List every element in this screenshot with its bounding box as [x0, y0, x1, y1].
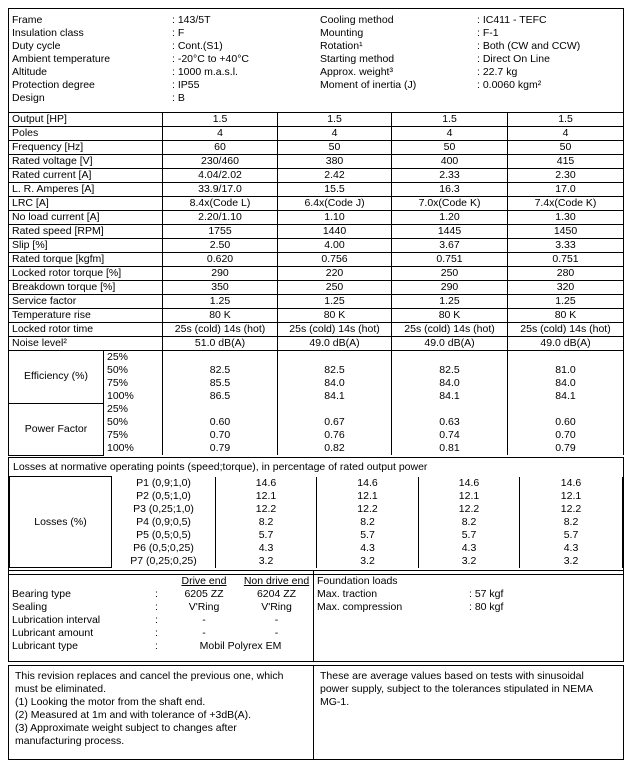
losses-point: P2 (0,5;1,0) — [112, 490, 216, 503]
bearings-label: Lubrication interval — [12, 614, 101, 626]
performance-label: Frequency [Hz] — [9, 141, 163, 155]
performance-value: 1.25 — [278, 295, 392, 309]
foundation-title: Foundation loads — [317, 575, 398, 587]
performance-label: Locked rotor torque [%] — [9, 267, 163, 281]
general-label: Cooling method — [320, 14, 394, 26]
performance-table-wrap — [8, 112, 624, 456]
load-value: 82.5 — [392, 364, 508, 377]
losses-value: 12.1 — [419, 490, 520, 503]
performance-value: 220 — [278, 267, 392, 281]
performance-value: 1.30 — [508, 211, 624, 225]
performance-value: 49.0 dB(A) — [508, 337, 624, 351]
performance-value: 17.0 — [508, 183, 624, 197]
general-label: Design — [12, 92, 45, 104]
performance-value: 4 — [508, 127, 624, 141]
foundation-title-row — [314, 575, 623, 588]
general-value: : B — [172, 92, 185, 104]
load-label: 100% — [104, 442, 163, 455]
performance-value: 0.756 — [278, 253, 392, 267]
general-label: Mounting — [320, 27, 364, 39]
bearings-header-row — [9, 575, 313, 588]
performance-value: 51.0 dB(A) — [163, 337, 278, 351]
bearings-box — [8, 570, 314, 662]
losses-value: 4.3 — [317, 542, 419, 555]
losses-value: 14.6 — [419, 477, 520, 490]
efficiency-row — [9, 351, 624, 365]
performance-value: 350 — [163, 281, 278, 295]
losses-value: 3.2 — [419, 555, 520, 568]
general-label: Rotation¹ — [320, 40, 363, 52]
performance-value: 80 K — [278, 309, 392, 323]
general-label: Approx. weight³ — [320, 66, 393, 78]
load-value: 0.70 — [508, 429, 624, 442]
performance-value: 400 — [392, 155, 508, 169]
load-label: 100% — [104, 390, 163, 403]
general-data-table — [9, 14, 623, 105]
load-value: 86.5 — [163, 390, 278, 403]
losses-point: P1 (0,9;1,0) — [112, 477, 216, 490]
bearing-drive-end-value: Mobil Polyrex EM — [199, 640, 282, 652]
load-value: 0.76 — [278, 429, 392, 442]
performance-row — [9, 155, 624, 169]
notes-right-box — [313, 665, 624, 760]
performance-value: 50 — [508, 141, 624, 155]
load-value — [508, 403, 624, 416]
foundation-value: : 57 kgf — [469, 588, 504, 600]
load-value: 82.5 — [278, 364, 392, 377]
general-value — [474, 92, 623, 105]
bearings-label: Lubricant type — [12, 640, 78, 652]
performance-label: Temperature rise — [9, 309, 163, 323]
losses-value: 3.2 — [216, 555, 317, 568]
general-label: Protection degree — [12, 79, 95, 91]
bearings-colon: : — [155, 601, 158, 613]
bearings-colon: : — [155, 588, 158, 600]
performance-row — [9, 211, 624, 225]
losses-title: Losses at normative operating points (speed;torque), in percentage of rated output power — [13, 461, 428, 473]
load-value: 84.1 — [508, 390, 624, 403]
performance-value: 250 — [278, 281, 392, 295]
performance-value: 50 — [392, 141, 508, 155]
performance-value: 49.0 dB(A) — [392, 337, 508, 351]
general-label: Moment of inertia (J) — [320, 79, 417, 91]
performance-value: 380 — [278, 155, 392, 169]
performance-value: 3.33 — [508, 239, 624, 253]
losses-value: 5.7 — [520, 529, 623, 542]
performance-value: 1450 — [508, 225, 624, 239]
load-value: 0.74 — [392, 429, 508, 442]
general-value: : F — [172, 27, 185, 39]
performance-value: 7.4x(Code K) — [508, 197, 624, 211]
bearings-colon: : — [155, 614, 158, 626]
load-value: 0.79 — [508, 442, 624, 455]
general-label: Ambient temperature — [12, 53, 111, 65]
performance-value: 33.9/17.0 — [163, 183, 278, 197]
load-value: 0.67 — [278, 416, 392, 429]
performance-value: 25s (cold) 14s (hot) — [163, 323, 278, 337]
load-label: 75% — [104, 377, 163, 390]
bearing-non-drive-end-value: - — [274, 614, 279, 626]
general-label: Frame — [12, 14, 43, 26]
performance-value: 2.42 — [278, 169, 392, 183]
power-factor-label: Power Factor — [9, 403, 104, 455]
performance-value: 80 K — [163, 309, 278, 323]
load-value: 84.0 — [278, 377, 392, 390]
performance-row — [9, 309, 624, 323]
general-value: : IC411 - TEFC — [477, 14, 547, 26]
losses-value: 12.1 — [317, 490, 419, 503]
bearings-label: Sealing — [12, 601, 48, 613]
performance-value: 1.25 — [508, 295, 624, 309]
performance-row — [9, 225, 624, 239]
performance-value: 1445 — [392, 225, 508, 239]
general-row — [9, 79, 623, 92]
note-line: must be eliminated. — [15, 683, 107, 695]
performance-value: 250 — [392, 267, 508, 281]
losses-value: 12.2 — [317, 503, 419, 516]
note-line: power supply, subject to the tolerances stipulated in NEMA — [320, 683, 593, 695]
performance-row — [9, 295, 624, 309]
datasheet — [8, 8, 624, 760]
load-label: 75% — [104, 429, 163, 442]
load-value: 0.79 — [163, 442, 278, 455]
losses-value: 5.7 — [419, 529, 520, 542]
load-label: 25% — [104, 403, 163, 416]
bearings-row — [9, 640, 313, 653]
performance-value: 280 — [508, 267, 624, 281]
performance-value: 290 — [163, 267, 278, 281]
general-value: : 143/5T — [172, 14, 211, 26]
performance-value: 4 — [163, 127, 278, 141]
load-label: 25% — [104, 351, 163, 365]
losses-value: 8.2 — [317, 516, 419, 529]
losses-value: 8.2 — [419, 516, 520, 529]
losses-point: P6 (0,5;0,25) — [112, 542, 216, 555]
notes-left-box — [8, 665, 314, 760]
losses-value: 12.2 — [216, 503, 317, 516]
performance-row — [9, 197, 624, 211]
load-value: 84.0 — [392, 377, 508, 390]
load-value — [392, 351, 508, 365]
losses-value: 12.1 — [520, 490, 623, 503]
note-line: (1) Looking the motor from the shaft end. — [15, 696, 206, 708]
load-value — [278, 351, 392, 365]
performance-label: L. R. Amperes [A] — [9, 183, 163, 197]
bearings-table — [9, 575, 313, 653]
performance-label: Breakdown torque [%] — [9, 281, 163, 295]
drive-end-header: Drive end — [181, 575, 227, 587]
note-line: This revision replaces and cancel the previous one, which — [15, 670, 284, 682]
performance-label: No load current [A] — [9, 211, 163, 225]
performance-value: 3.67 — [392, 239, 508, 253]
load-value: 85.5 — [163, 377, 278, 390]
load-value: 81.0 — [508, 364, 624, 377]
performance-value: 230/460 — [163, 155, 278, 169]
note-line: (3) Approximate weight subject to changes after — [15, 722, 237, 734]
losses-value: 8.2 — [216, 516, 317, 529]
losses-point: P5 (0,5;0,5) — [112, 529, 216, 542]
foundation-table — [314, 575, 623, 614]
performance-value: 320 — [508, 281, 624, 295]
performance-label: Poles — [9, 127, 163, 141]
bearing-drive-end-value: - — [202, 627, 206, 639]
note-line: These are average values based on tests with sinusoidal — [320, 670, 584, 682]
bearing-drive-end-value: V'Ring — [188, 601, 220, 613]
general-row — [9, 14, 623, 27]
performance-label: Noise level² — [9, 337, 163, 351]
general-data-box — [8, 8, 624, 113]
foundation-label: Max. compression — [317, 601, 403, 613]
performance-value: 1.5 — [392, 113, 508, 127]
performance-value: 15.5 — [278, 183, 392, 197]
losses-value: 5.7 — [216, 529, 317, 542]
load-value: 82.5 — [163, 364, 278, 377]
load-value: 0.81 — [392, 442, 508, 455]
foundation-row — [314, 601, 623, 614]
bearings-row — [9, 627, 313, 640]
general-row — [9, 27, 623, 40]
losses-value: 14.6 — [216, 477, 317, 490]
load-value — [508, 351, 624, 365]
general-row — [9, 66, 623, 79]
performance-value: 1.5 — [163, 113, 278, 127]
load-value — [163, 403, 278, 416]
general-label — [317, 92, 474, 105]
performance-label: Rated voltage [V] — [9, 155, 163, 169]
bearings-spacer — [9, 575, 152, 588]
general-value: : -20°C to +40°C — [172, 53, 249, 65]
bearing-drive-end-value: - — [202, 614, 206, 626]
performance-value: 4.04/2.02 — [163, 169, 278, 183]
losses-value: 4.3 — [520, 542, 623, 555]
performance-label: Service factor — [9, 295, 163, 309]
performance-label: Rated current [A] — [9, 169, 163, 183]
losses-value: 5.7 — [317, 529, 419, 542]
losses-value: 3.2 — [520, 555, 623, 568]
performance-value: 0.751 — [508, 253, 624, 267]
performance-value: 7.0x(Code K) — [392, 197, 508, 211]
bearings-colon: : — [155, 627, 158, 639]
load-value — [278, 403, 392, 416]
performance-value: 2.30 — [508, 169, 624, 183]
performance-value: 6.4x(Code J) — [278, 197, 392, 211]
performance-row — [9, 169, 624, 183]
performance-value: 49.0 dB(A) — [278, 337, 392, 351]
losses-box — [8, 457, 624, 575]
general-row — [9, 92, 623, 105]
bearing-non-drive-end-value: V'Ring — [261, 601, 292, 613]
performance-value: 25s (cold) 14s (hot) — [392, 323, 508, 337]
bearings-colon: : — [155, 640, 158, 652]
general-label: Duty cycle — [12, 40, 61, 52]
performance-value: 1.20 — [392, 211, 508, 225]
losses-value: 3.2 — [317, 555, 419, 568]
foundation-label: Max. traction — [317, 588, 378, 600]
load-value: 0.63 — [392, 416, 508, 429]
performance-value: 2.33 — [392, 169, 508, 183]
note-line: manufacturing process. — [15, 735, 125, 747]
general-value: : 1000 m.a.s.l. — [172, 66, 238, 78]
performance-value: 1755 — [163, 225, 278, 239]
performance-value: 4.00 — [278, 239, 392, 253]
losses-value: 4.3 — [419, 542, 520, 555]
bearing-non-drive-end-value: - — [274, 627, 279, 639]
efficiency-label: Efficiency (%) — [9, 351, 104, 404]
general-value: : Direct On Line — [477, 53, 550, 65]
losses-table — [9, 476, 623, 568]
load-value — [163, 351, 278, 365]
performance-label: Rated speed [RPM] — [9, 225, 163, 239]
performance-value: 415 — [508, 155, 624, 169]
performance-value: 50 — [278, 141, 392, 155]
performance-row — [9, 253, 624, 267]
note-line: (2) Measured at 1m and with tolerance of +3dB(A). — [15, 709, 252, 721]
performance-value: 25s (cold) 14s (hot) — [508, 323, 624, 337]
performance-value: 4 — [278, 127, 392, 141]
load-value — [392, 403, 508, 416]
performance-row — [9, 281, 624, 295]
load-label: 50% — [104, 364, 163, 377]
performance-value: 80 K — [508, 309, 624, 323]
note-line: MG-1. — [320, 696, 350, 708]
general-value: : Cont.(S1) — [172, 40, 223, 52]
losses-point: P4 (0,9;0,5) — [112, 516, 216, 529]
performance-value: 16.3 — [392, 183, 508, 197]
performance-row — [9, 267, 624, 281]
load-value: 0.70 — [163, 429, 278, 442]
foundation-value: : 80 kgf — [469, 601, 504, 613]
bearings-row — [9, 601, 313, 614]
losses-row — [10, 477, 623, 490]
losses-value: 12.1 — [216, 490, 317, 503]
non-drive-end-header: Non drive end — [243, 575, 310, 587]
losses-value: 12.2 — [520, 503, 623, 516]
performance-label: Output [HP] — [9, 113, 163, 127]
performance-value: 290 — [392, 281, 508, 295]
load-value: 0.60 — [163, 416, 278, 429]
performance-value: 0.620 — [163, 253, 278, 267]
performance-value: 1.5 — [508, 113, 624, 127]
general-label: Starting method — [320, 53, 395, 65]
foundation-row — [314, 588, 623, 601]
performance-row — [9, 141, 624, 155]
general-row — [9, 53, 623, 66]
losses-value: 12.2 — [419, 503, 520, 516]
losses-value: 4.3 — [216, 542, 317, 555]
performance-row — [9, 337, 624, 351]
losses-label: Losses (%) — [10, 477, 112, 568]
performance-value: 1.5 — [278, 113, 392, 127]
bearing-non-drive-end-value: 6204 ZZ — [256, 588, 297, 600]
performance-value: 1.25 — [392, 295, 508, 309]
bearings-label: Bearing type — [12, 588, 71, 600]
losses-point: P7 (0,25;0,25) — [112, 555, 216, 568]
load-value: 84.1 — [392, 390, 508, 403]
performance-value: 1.25 — [163, 295, 278, 309]
performance-row — [9, 127, 624, 141]
losses-value: 8.2 — [520, 516, 623, 529]
performance-table — [8, 112, 624, 456]
bearings-row — [9, 588, 313, 601]
performance-value: 1.10 — [278, 211, 392, 225]
losses-value: 14.6 — [520, 477, 623, 490]
bearings-spacer — [152, 575, 168, 588]
performance-value: 80 K — [392, 309, 508, 323]
performance-row — [9, 183, 624, 197]
performance-value: 0.751 — [392, 253, 508, 267]
performance-value: 4 — [392, 127, 508, 141]
performance-value: 1440 — [278, 225, 392, 239]
load-value: 0.60 — [508, 416, 624, 429]
load-label: 50% — [104, 416, 163, 429]
performance-value: 60 — [163, 141, 278, 155]
performance-row — [9, 113, 624, 127]
performance-label: Slip [%] — [9, 239, 163, 253]
general-value: : F-1 — [477, 27, 499, 39]
performance-row — [9, 323, 624, 337]
power-factor-row — [9, 403, 624, 416]
general-label: Insulation class — [12, 27, 84, 39]
performance-label: Locked rotor time — [9, 323, 163, 337]
performance-value: 2.20/1.10 — [163, 211, 278, 225]
general-label: Altitude — [12, 66, 48, 78]
bearings-label: Lubricant amount — [12, 627, 94, 639]
foundation-box — [313, 570, 624, 662]
performance-value: 25s (cold) 14s (hot) — [278, 323, 392, 337]
performance-value: 8.4x(Code L) — [163, 197, 278, 211]
performance-value: 2.50 — [163, 239, 278, 253]
general-value: : 0.0060 kgm² — [477, 79, 542, 91]
losses-value: 14.6 — [317, 477, 419, 490]
load-value: 0.82 — [278, 442, 392, 455]
losses-point: P3 (0,25;1,0) — [112, 503, 216, 516]
load-value: 84.0 — [508, 377, 624, 390]
load-value: 84.1 — [278, 390, 392, 403]
bearing-drive-end-value: 6205 ZZ — [184, 588, 224, 600]
general-row — [9, 40, 623, 53]
performance-row — [9, 239, 624, 253]
general-value: : IP55 — [172, 79, 200, 91]
general-value: : Both (CW and CCW) — [477, 40, 581, 52]
bearings-row — [9, 614, 313, 627]
performance-label: Rated torque [kgfm] — [9, 253, 163, 267]
performance-label: LRC [A] — [9, 197, 163, 211]
general-value: : 22.7 kg — [477, 66, 518, 78]
